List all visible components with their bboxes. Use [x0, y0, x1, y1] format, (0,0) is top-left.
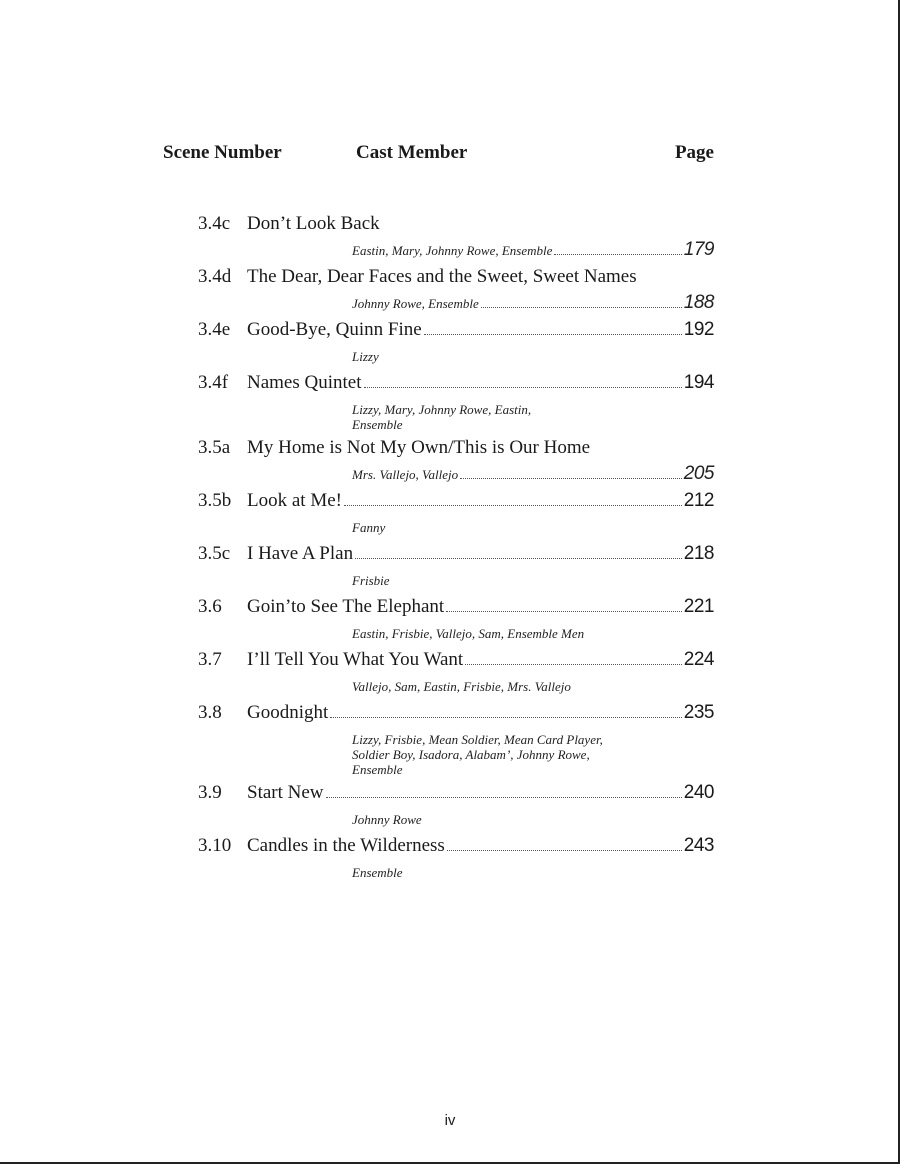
cast-members: Johnny Rowe, Ensemble	[352, 296, 479, 311]
cast-members: Johnny Rowe	[352, 812, 422, 827]
song-title: Start New	[247, 782, 324, 803]
dot-leader	[554, 254, 681, 255]
header-scene-number: Scene Number	[163, 142, 282, 163]
toc-entry	[198, 266, 714, 312]
scene-number: 3.4f	[198, 372, 229, 393]
dot-leader	[424, 334, 682, 335]
scene-number: 3.5c	[198, 543, 231, 564]
dot-leader	[447, 850, 682, 851]
song-title: Candles in the Wilderness	[247, 835, 445, 856]
toc-entry	[198, 372, 714, 437]
column-headers	[0, 142, 900, 168]
cast-members: Ensemble	[352, 865, 403, 880]
table-of-contents	[198, 213, 714, 881]
scene-number: 3.5b	[198, 490, 232, 511]
toc-entry	[198, 319, 714, 365]
page-number: 224	[683, 649, 714, 670]
song-title: Names Quintet	[247, 372, 362, 393]
song-title: Good-Bye, Quinn Fine	[247, 319, 422, 340]
cast-members: Mrs. Vallejo, Vallejo	[352, 467, 459, 482]
cast-line: Lizzy, Mary, Johnny Rowe, Eastin,	[352, 402, 532, 417]
scene-number: 3.4e	[198, 319, 231, 340]
page-number: 192	[683, 319, 714, 340]
page-number: 218	[683, 543, 714, 564]
scene-number: 3.7	[198, 649, 222, 670]
page-number: 235	[683, 702, 714, 723]
dot-leader	[465, 664, 682, 665]
page-number: 212	[683, 490, 714, 511]
toc-entry	[198, 596, 714, 642]
header-cast-member: Cast Member	[356, 142, 468, 163]
song-title: I’ll Tell You What You Want	[247, 649, 464, 670]
dot-leader	[326, 797, 682, 798]
dot-leader	[344, 505, 682, 506]
cast-members: Frisbie	[352, 573, 390, 588]
page-number: 194	[683, 372, 714, 393]
toc-entry	[198, 782, 714, 828]
song-title: The Dear, Dear Faces and the Sweet, Sweet Names	[247, 266, 637, 287]
toc-entry	[198, 213, 714, 259]
cast-members: Eastin, Frisbie, Vallejo, Sam, Ensemble Men	[352, 626, 585, 641]
dot-leader	[330, 717, 682, 718]
page-number: 243	[683, 835, 714, 856]
song-title: Goodnight	[247, 702, 329, 723]
page-number: 240	[683, 782, 714, 803]
song-title: Don’t Look Back	[247, 213, 380, 234]
toc-entry	[198, 649, 714, 695]
song-title: I Have A Plan	[247, 543, 354, 564]
cast-members	[198, 398, 714, 437]
toc-entry	[198, 835, 714, 881]
cast-members: Fanny	[352, 520, 386, 535]
song-title: Goin’to See The Elephant	[247, 596, 445, 617]
cast-members: Eastin, Mary, Johnny Rowe, Ensemble	[352, 243, 553, 258]
scene-number: 3.8	[198, 702, 222, 723]
cast-members	[198, 728, 714, 782]
toc-entry	[198, 543, 714, 589]
song-title: Look at Me!	[247, 490, 342, 511]
dot-leader	[446, 611, 682, 612]
dot-leader	[481, 307, 682, 308]
header-page: Page	[674, 142, 714, 163]
scene-number: 3.4c	[198, 213, 231, 234]
toc-entry	[198, 490, 714, 536]
cast-line: Ensemble	[352, 417, 403, 432]
page-footer-number: iv	[444, 1112, 456, 1129]
page-number: 221	[683, 596, 714, 617]
scene-number: 3.9	[198, 782, 222, 803]
cast-members: Lizzy	[352, 349, 379, 364]
scene-number: 3.5a	[198, 437, 231, 458]
cast-members: Vallejo, Sam, Eastin, Frisbie, Mrs. Vallejo	[352, 679, 571, 694]
dot-leader	[355, 558, 682, 559]
toc-entry	[198, 437, 714, 483]
page-number: 205	[683, 463, 714, 484]
dot-leader	[460, 478, 682, 479]
dot-leader	[364, 387, 682, 388]
page-number: 188	[683, 292, 714, 313]
page-number: 179	[683, 239, 714, 260]
toc-entry	[198, 702, 714, 782]
scene-number: 3.10	[198, 835, 232, 856]
cast-line: Lizzy, Frisbie, Mean Soldier, Mean Card Player,	[352, 732, 603, 747]
scene-number: 3.4d	[198, 266, 232, 287]
cast-line: Ensemble	[352, 762, 403, 777]
song-title: My Home is Not My Own/This is Our Home	[247, 437, 591, 458]
scene-number: 3.6	[198, 596, 222, 617]
cast-line: Soldier Boy, Isadora, Alabam’, Johnny Rowe,	[352, 747, 590, 762]
